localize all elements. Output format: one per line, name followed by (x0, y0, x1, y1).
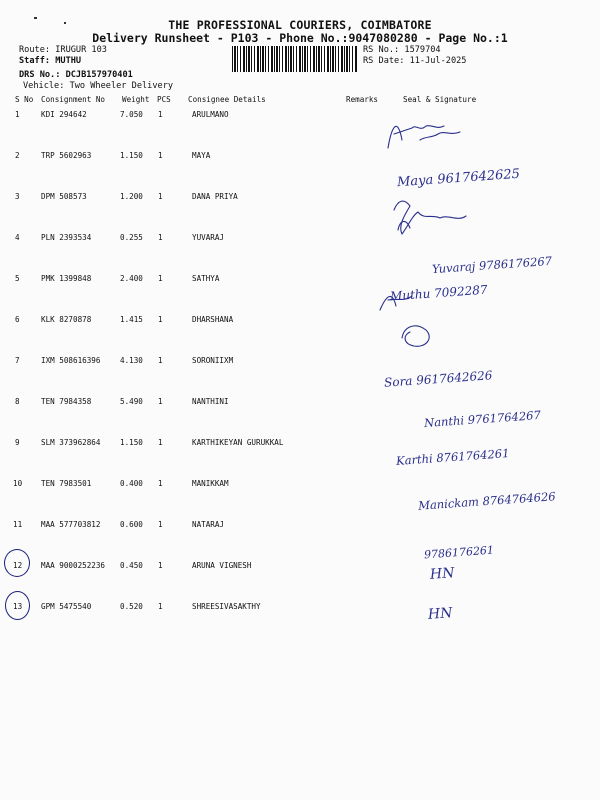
col-pcs: PCS (157, 95, 171, 104)
signature-row-11: 9786176261 (423, 543, 495, 562)
row-sno: 11 (13, 520, 23, 529)
row-weight: 0.400 (120, 479, 143, 488)
row-pcs: 1 (158, 233, 163, 242)
col-consignee: Consignee Details (188, 95, 266, 104)
row-weight: 1.415 (120, 315, 143, 324)
row-weight: 2.400 (120, 274, 143, 283)
row-weight: 1.200 (120, 192, 143, 201)
signature-row-5: Muthu 7092287 (389, 282, 488, 304)
drs-number: DRS No.: DCJB157970401 (19, 70, 133, 80)
row-sno: 3 (15, 192, 20, 201)
route: Route: IRUGUR 103 (19, 45, 107, 55)
signature-row-8: Nanthi 9761764267 (423, 407, 542, 431)
col-sno: S No (15, 95, 34, 104)
rs-date: RS Date: 11-Jul-2025 (363, 56, 467, 66)
row-pcs: 1 (158, 315, 163, 324)
col-consignment: Consignment No (41, 95, 106, 104)
runsheet-subtitle: Delivery Runsheet - P103 - Phone No.:9047080280 - Page No.:1 (92, 31, 508, 45)
row-weight: 0.450 (120, 561, 143, 570)
signature-row-7: Sora 9617642626 (383, 368, 493, 390)
row-consignee: SHREESIVASAKTHY (192, 602, 261, 611)
row-consignment: PMK 1399848 (41, 274, 92, 283)
signature-row-12: HN (429, 565, 455, 583)
row-consignment: GPM 5475540 (41, 602, 92, 611)
row-weight: 0.520 (120, 602, 143, 611)
col-weight: Weight (122, 95, 150, 104)
row-sno: 13 (13, 602, 23, 611)
row-sno: 10 (13, 479, 23, 488)
col-seal-signature: Seal & Signature (403, 95, 477, 104)
row-sno: 9 (15, 438, 20, 447)
row-pcs: 1 (158, 397, 163, 406)
row-sno: 7 (15, 356, 20, 365)
row-pcs: 1 (158, 151, 163, 160)
signature-row-9: Karthi 8761764261 (395, 446, 510, 468)
row-pcs: 1 (158, 479, 163, 488)
row-pcs: 1 (158, 561, 163, 570)
row-sno: 12 (13, 561, 23, 570)
row-consignment: TEN 7984358 (41, 397, 92, 406)
row-weight: 1.150 (120, 151, 143, 160)
rs-number: RS No.: 1579704 (363, 45, 441, 55)
row-consignee: YUVARAJ (192, 233, 225, 242)
signature-row-10: Manickam 8764764626 (417, 489, 557, 513)
row-consignee: SATHYA (192, 274, 220, 283)
row-consignment: SLM 373962864 (41, 438, 101, 447)
row-sno: 8 (15, 397, 20, 406)
signature-row-13: HN (427, 605, 453, 623)
row-consignment: IXM 508616396 (41, 356, 101, 365)
row-weight: 1.150 (120, 438, 143, 447)
row-consignee: DHARSHANA (192, 315, 234, 324)
row-sno: 4 (15, 233, 20, 242)
row-pcs: 1 (158, 192, 163, 201)
row-consignment: KLK 8270878 (41, 315, 92, 324)
row-weight: 4.130 (120, 356, 143, 365)
company-title: THE PROFESSIONAL COURIERS, COIMBATORE (168, 18, 432, 32)
row-sno: 5 (15, 274, 20, 283)
row-weight: 0.255 (120, 233, 143, 242)
row-pcs: 1 (158, 110, 163, 119)
row-consignee: MAYA (192, 151, 211, 160)
row-consignment: DPM 508573 (41, 192, 87, 201)
row-consignee: ARULMANO (192, 110, 229, 119)
row-consignee: SORONIIXM (192, 356, 234, 365)
row-pcs: 1 (158, 356, 163, 365)
row-consignment: TRP 5602963 (41, 151, 92, 160)
row-consignee: NATARAJ (192, 520, 225, 529)
vehicle: Vehicle: Two Wheeler Delivery (23, 81, 174, 91)
row-pcs: 1 (158, 274, 163, 283)
row-consignee: DANA PRIYA (192, 192, 238, 201)
row-consignment: KDI 294642 (41, 110, 87, 119)
row-consignment: PLN 2393534 (41, 233, 92, 242)
scan-speck (64, 22, 66, 24)
row-consignee: ARUNA VIGNESH (192, 561, 252, 570)
col-remarks: Remarks (346, 95, 379, 104)
row-consignee: MANIKKAM (192, 479, 229, 488)
row-pcs: 1 (158, 438, 163, 447)
staff: Staff: MUTHU (19, 56, 82, 66)
row-weight: 7.050 (120, 110, 143, 119)
row-weight: 5.490 (120, 397, 143, 406)
signature-row-4: Yuvaraj 9786176267 (431, 253, 553, 277)
row-pcs: 1 (158, 602, 163, 611)
row-consignee: NANTHINI (192, 397, 229, 406)
row-sno: 6 (15, 315, 20, 324)
scan-speck (34, 17, 37, 19)
row-consignment: TEN 7983501 (41, 479, 92, 488)
row-consignment: MAA 9000252236 (41, 561, 106, 570)
row-consignee: KARTHIKEYAN GURUKKAL (192, 438, 284, 447)
row-pcs: 1 (158, 520, 163, 529)
row-consignment: MAA 577703812 (41, 520, 101, 529)
row-weight: 0.600 (120, 520, 143, 529)
row-sno: 1 (15, 110, 20, 119)
signature-row-2: Maya 9617642625 (396, 166, 521, 191)
row-sno: 2 (15, 151, 20, 160)
